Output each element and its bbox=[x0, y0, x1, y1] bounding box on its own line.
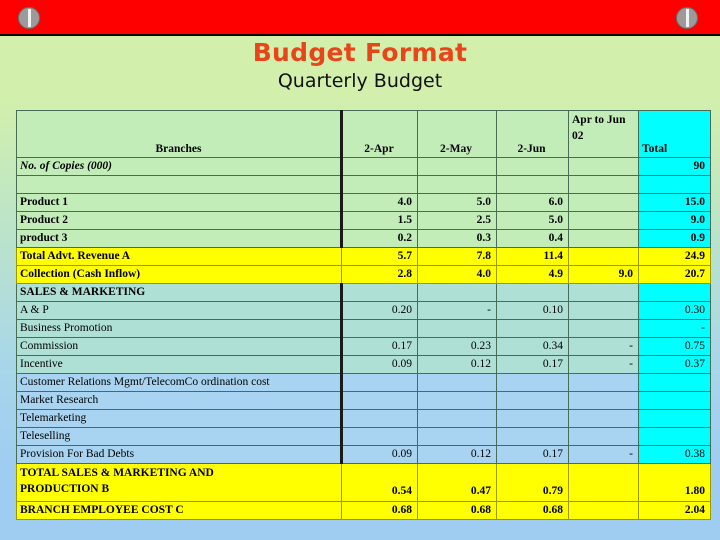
cell-may bbox=[418, 410, 497, 428]
cell-total: 15.0 bbox=[639, 194, 711, 212]
cell-jun bbox=[497, 428, 569, 446]
table-row bbox=[17, 392, 711, 410]
column-header-jun: 2-Jun bbox=[497, 111, 569, 158]
row-label: Total Advt. Revenue A bbox=[17, 248, 342, 266]
table-row bbox=[17, 428, 711, 446]
cell-qtr: - bbox=[569, 356, 639, 374]
cell-jun: 6.0 bbox=[497, 194, 569, 212]
cell-apr: 0.17 bbox=[342, 338, 418, 356]
cell-apr bbox=[342, 176, 418, 194]
screw-icon bbox=[18, 7, 40, 29]
cell-total bbox=[639, 374, 711, 392]
cell-total: 0.30 bbox=[639, 302, 711, 320]
cell-qtr bbox=[569, 392, 639, 410]
table-row bbox=[17, 266, 711, 284]
cell-jun: 0.4 bbox=[497, 230, 569, 248]
cell-apr bbox=[342, 374, 418, 392]
cell-qtr bbox=[569, 410, 639, 428]
cell-apr: 4.0 bbox=[342, 194, 418, 212]
cell-total bbox=[639, 284, 711, 302]
row-label: Product 2 bbox=[17, 212, 342, 230]
cell-may: 5.0 bbox=[418, 194, 497, 212]
cell-may: 0.23 bbox=[418, 338, 497, 356]
cell-may: 0.3 bbox=[418, 230, 497, 248]
cell-jun: 4.9 bbox=[497, 266, 569, 284]
cell-jun: 0.79 bbox=[497, 464, 569, 502]
table-row bbox=[17, 464, 711, 502]
table-row bbox=[17, 338, 711, 356]
cell-qtr bbox=[569, 374, 639, 392]
cell-may bbox=[418, 320, 497, 338]
table-row bbox=[17, 212, 711, 230]
cell-may bbox=[418, 176, 497, 194]
cell-jun bbox=[497, 320, 569, 338]
table-row bbox=[17, 284, 711, 302]
row-label: Business Promotion bbox=[17, 320, 342, 338]
table-row bbox=[17, 176, 711, 194]
cell-qtr bbox=[569, 248, 639, 266]
cell-total bbox=[639, 176, 711, 194]
column-header-total: Total bbox=[639, 111, 711, 158]
cell-apr: 0.2 bbox=[342, 230, 418, 248]
cell-may bbox=[418, 392, 497, 410]
row-label: SALES & MARKETING bbox=[17, 284, 342, 302]
column-header-apr: 2-Apr bbox=[342, 111, 418, 158]
cell-may: - bbox=[418, 302, 497, 320]
row-label: Teleselling bbox=[17, 428, 342, 446]
cell-jun: 0.10 bbox=[497, 302, 569, 320]
cell-apr: 0.09 bbox=[342, 356, 418, 374]
cell-qtr bbox=[569, 302, 639, 320]
cell-jun: 0.17 bbox=[497, 446, 569, 464]
cell-may: 2.5 bbox=[418, 212, 497, 230]
cell-qtr bbox=[569, 194, 639, 212]
cell-qtr bbox=[569, 284, 639, 302]
cell-jun bbox=[497, 176, 569, 194]
row-label: Product 1 bbox=[17, 194, 342, 212]
table-row bbox=[17, 320, 711, 338]
row-label: product 3 bbox=[17, 230, 342, 248]
cell-apr: 0.54 bbox=[342, 464, 418, 502]
cell-jun: 0.34 bbox=[497, 338, 569, 356]
cell-total bbox=[639, 392, 711, 410]
budget-table bbox=[16, 110, 711, 520]
cell-jun: 0.17 bbox=[497, 356, 569, 374]
cell-may: 4.0 bbox=[418, 266, 497, 284]
cell-total bbox=[639, 410, 711, 428]
table-header-row bbox=[17, 111, 711, 158]
cell-qtr: 9.0 bbox=[569, 266, 639, 284]
cell-apr bbox=[342, 410, 418, 428]
column-header-apr-to-jun: Apr to Jun 02 bbox=[569, 111, 639, 158]
cell-total: 2.04 bbox=[639, 502, 711, 520]
cell-qtr bbox=[569, 212, 639, 230]
cell-jun bbox=[497, 284, 569, 302]
cell-qtr bbox=[569, 502, 639, 520]
row-label: Commission bbox=[17, 338, 342, 356]
cell-qtr bbox=[569, 230, 639, 248]
row-label: Customer Relations Mgmt/TelecomCo ordination cost bbox=[17, 374, 342, 392]
cell-apr bbox=[342, 284, 418, 302]
cell-apr bbox=[342, 320, 418, 338]
cell-apr bbox=[342, 428, 418, 446]
page-subtitle: Quarterly Budget bbox=[277, 70, 443, 92]
table-row bbox=[17, 302, 711, 320]
cell-total: 0.38 bbox=[639, 446, 711, 464]
table-row bbox=[17, 230, 711, 248]
cell-jun: 11.4 bbox=[497, 248, 569, 266]
cell-may bbox=[418, 428, 497, 446]
row-label: A & P bbox=[17, 302, 342, 320]
cell-apr bbox=[342, 392, 418, 410]
cell-total: 0.75 bbox=[639, 338, 711, 356]
cell-total: 9.0 bbox=[639, 212, 711, 230]
cell-apr: 5.7 bbox=[342, 248, 418, 266]
cell-may: 7.8 bbox=[418, 248, 497, 266]
cell-may: 0.12 bbox=[418, 446, 497, 464]
cell-total: - bbox=[639, 320, 711, 338]
row-label: Collection (Cash Inflow) bbox=[17, 266, 342, 284]
cell-apr: 1.5 bbox=[342, 212, 418, 230]
cell-apr bbox=[342, 158, 418, 176]
row-label bbox=[17, 176, 342, 194]
cell-may: 0.12 bbox=[418, 356, 497, 374]
top-banner bbox=[0, 0, 720, 36]
cell-jun bbox=[497, 374, 569, 392]
cell-total: 20.7 bbox=[639, 266, 711, 284]
column-header-may: 2-May bbox=[418, 111, 497, 158]
cell-jun bbox=[497, 158, 569, 176]
table-row bbox=[17, 194, 711, 212]
cell-total: 90 bbox=[639, 158, 711, 176]
cell-may bbox=[418, 284, 497, 302]
row-label: Incentive bbox=[17, 356, 342, 374]
cell-qtr bbox=[569, 176, 639, 194]
cell-apr: 0.20 bbox=[342, 302, 418, 320]
cell-total: 1.80 bbox=[639, 464, 711, 502]
cell-total bbox=[639, 428, 711, 446]
cell-jun bbox=[497, 392, 569, 410]
cell-apr: 2.8 bbox=[342, 266, 418, 284]
table-row bbox=[17, 410, 711, 428]
row-label: Market Research bbox=[17, 392, 342, 410]
table-row bbox=[17, 356, 711, 374]
table-row bbox=[17, 158, 711, 176]
cell-qtr bbox=[569, 320, 639, 338]
table-row bbox=[17, 374, 711, 392]
screw-icon bbox=[676, 7, 698, 29]
cell-may bbox=[418, 374, 497, 392]
budget-table-wrapper bbox=[16, 110, 710, 520]
cell-qtr bbox=[569, 428, 639, 446]
cell-jun: 0.68 bbox=[497, 502, 569, 520]
column-header-branches: Branches bbox=[17, 111, 342, 158]
table-row bbox=[17, 502, 711, 520]
budget-table-body bbox=[17, 111, 711, 520]
cell-jun bbox=[497, 410, 569, 428]
row-label: BRANCH EMPLOYEE COST C bbox=[17, 502, 342, 520]
cell-total: 0.9 bbox=[639, 230, 711, 248]
cell-jun: 5.0 bbox=[497, 212, 569, 230]
cell-may: 0.47 bbox=[418, 464, 497, 502]
row-label: No. of Copies (000) bbox=[17, 158, 342, 176]
table-row bbox=[17, 446, 711, 464]
page-title: Budget Format bbox=[252, 38, 468, 67]
cell-qtr bbox=[569, 464, 639, 502]
cell-qtr: - bbox=[569, 446, 639, 464]
cell-qtr: - bbox=[569, 338, 639, 356]
row-label: TOTAL SALES & MARKETING AND PRODUCTION B bbox=[17, 464, 342, 502]
cell-may bbox=[418, 158, 497, 176]
cell-total: 24.9 bbox=[639, 248, 711, 266]
cell-may: 0.68 bbox=[418, 502, 497, 520]
row-label: Telemarketing bbox=[17, 410, 342, 428]
cell-total: 0.37 bbox=[639, 356, 711, 374]
table-row bbox=[17, 248, 711, 266]
cell-apr: 0.09 bbox=[342, 446, 418, 464]
row-label: Provision For Bad Debts bbox=[17, 446, 342, 464]
cell-apr: 0.68 bbox=[342, 502, 418, 520]
cell-qtr bbox=[569, 158, 639, 176]
